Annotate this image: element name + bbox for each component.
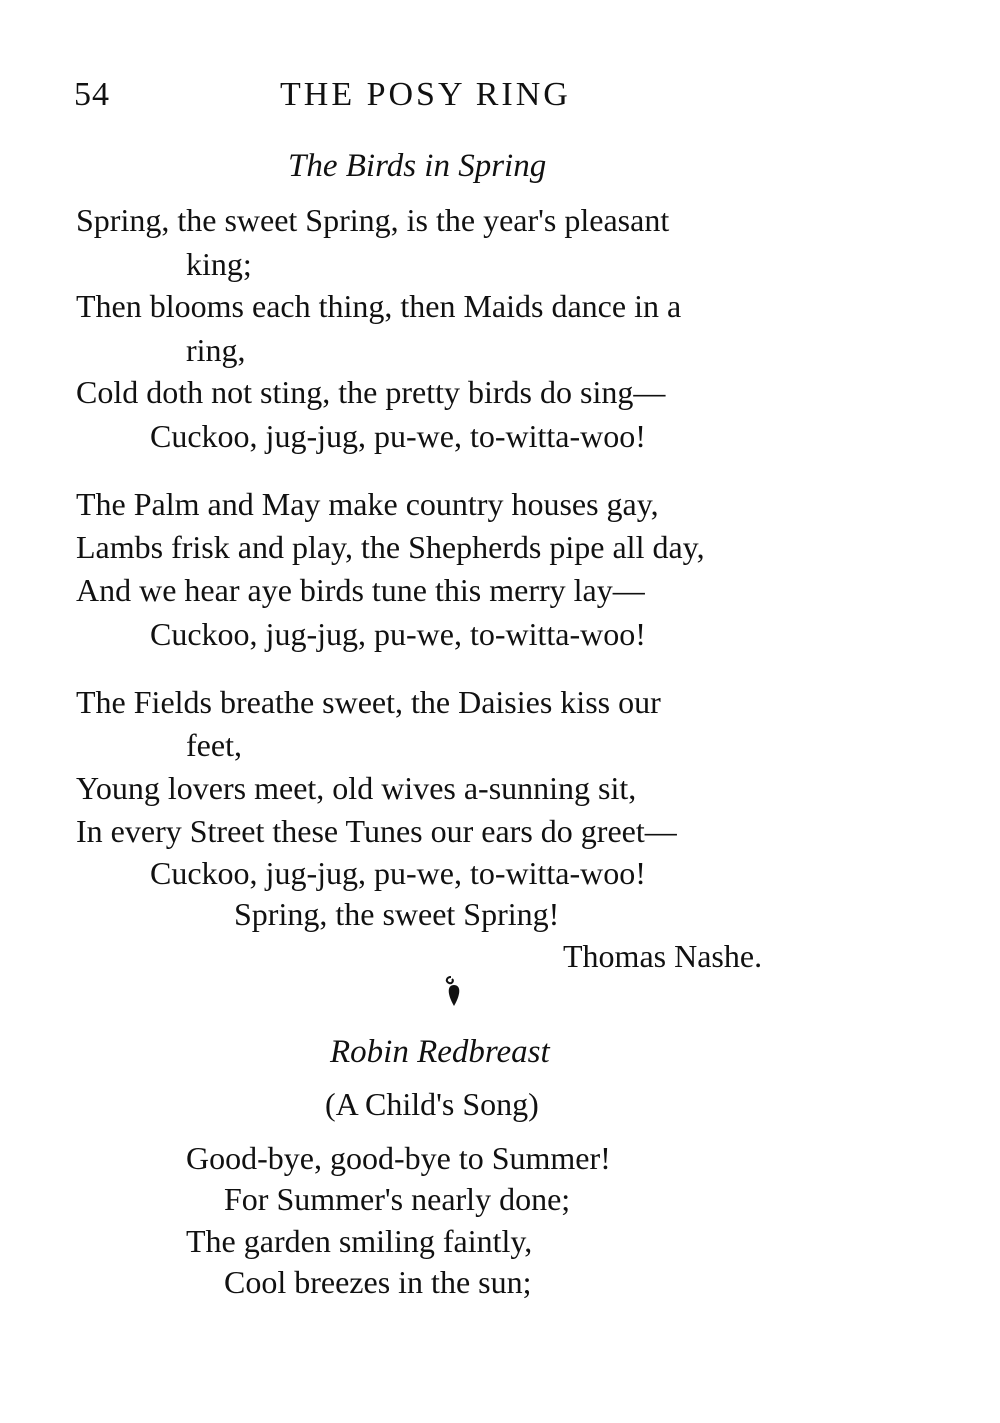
poem-line: king; bbox=[186, 246, 252, 282]
poem-line: Then blooms each thing, then Maids dance in a bbox=[76, 288, 682, 324]
poem-line: The garden smiling faintly, bbox=[186, 1223, 533, 1259]
poem-line: The Fields breathe sweet, the Daisies kiss our bbox=[76, 684, 661, 720]
poem-line: Cool breezes in the sun; bbox=[224, 1264, 532, 1300]
poem-line: The Palm and May make country houses gay, bbox=[76, 486, 659, 522]
poem-title: The Birds in Spring bbox=[288, 148, 547, 184]
poem-line: Cold doth not sting, the pretty birds do sing— bbox=[76, 374, 666, 410]
poem-refrain: Cuckoo, jug-jug, pu-we, to-witta-woo! bbox=[150, 616, 646, 652]
poem-line: For Summer's nearly done; bbox=[224, 1181, 571, 1217]
poem-line: Spring, the sweet Spring! bbox=[234, 896, 560, 932]
running-title: THE POSY RING bbox=[280, 76, 571, 113]
fleuron-ornament-icon bbox=[440, 975, 468, 1009]
poem-author: Thomas Nashe. bbox=[563, 938, 763, 974]
poem-subtitle: (A Child's Song) bbox=[325, 1086, 539, 1122]
poem-title: Robin Redbreast bbox=[330, 1034, 550, 1070]
poem-line: Good-bye, good-bye to Summer! bbox=[186, 1140, 611, 1176]
poem-line: feet, bbox=[186, 727, 242, 763]
page-number: 54 bbox=[74, 76, 110, 113]
poem-refrain: Cuckoo, jug-jug, pu-we, to-witta-woo! bbox=[150, 855, 646, 891]
poem-line: ring, bbox=[186, 332, 246, 368]
poem-line: In every Street these Tunes our ears do greet— bbox=[76, 813, 677, 849]
poem-line: Lambs frisk and play, the Shepherds pipe all day, bbox=[76, 529, 705, 565]
poem-refrain: Cuckoo, jug-jug, pu-we, to-witta-woo! bbox=[150, 418, 646, 454]
poem-line: Spring, the sweet Spring, is the year's pleasant bbox=[76, 202, 670, 238]
poem-line: And we hear aye birds tune this merry lay— bbox=[76, 572, 645, 608]
poem-line: Young lovers meet, old wives a-sunning sit, bbox=[76, 770, 637, 806]
